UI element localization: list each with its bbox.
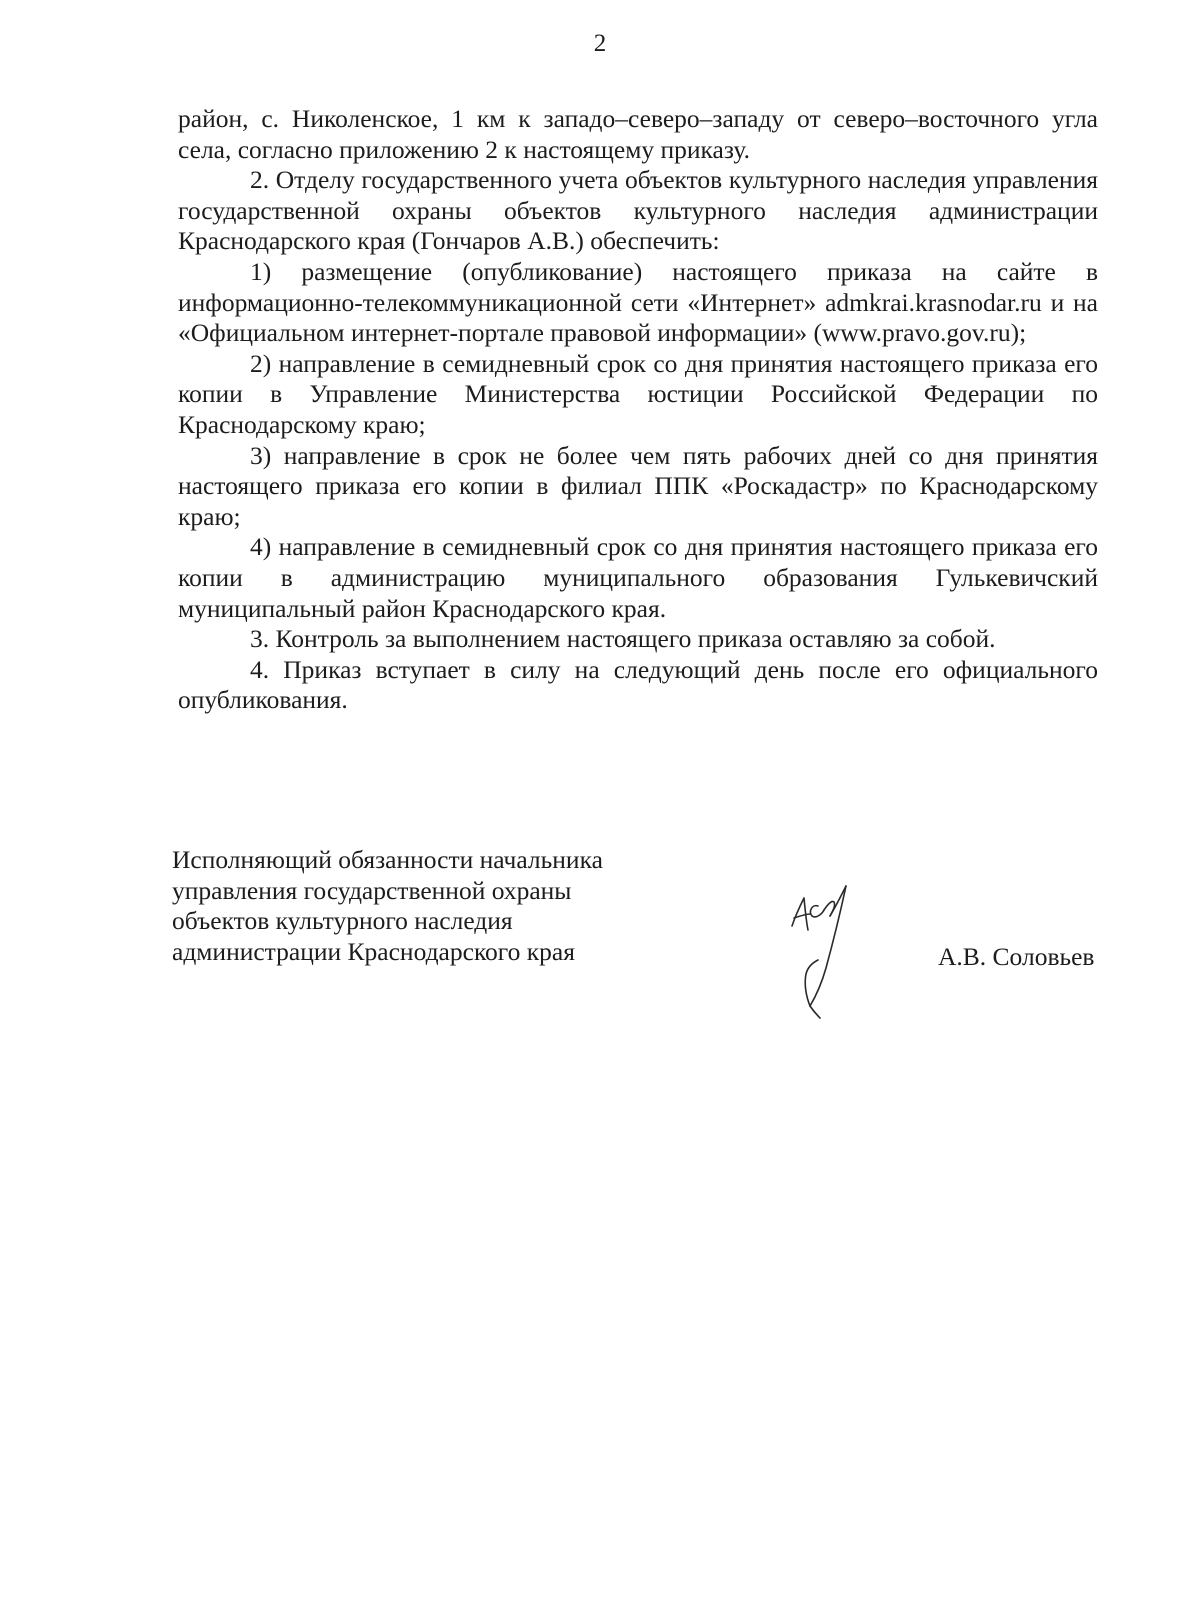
signatory-position-line: объектов культурного наследия bbox=[172, 906, 513, 936]
paragraph-item-3: 3. Контроль за выполнением настоящего приказа оставляю за собой. bbox=[250, 624, 996, 654]
paragraph-subitem-2: 2) направление в семидневный срок со дня принятия настоящего приказа его копии в Управление Министерства юстиции Российской Федерации по Краснодарскому краю; bbox=[178, 348, 1098, 439]
signer-name: А.В. Соловьев bbox=[938, 942, 1095, 971]
signatory-position bbox=[172, 845, 692, 967]
page-number: 2 bbox=[593, 30, 607, 57]
paragraph-item-4: 4. Приказ вступает в силу на следующий день после его официального опубликования. bbox=[178, 654, 1098, 715]
paragraph-continuation: район, с. Николенское, 1 км к западо–северо–западу от северо–восточного угла села, согласно приложению 2 к настоящему приказу. bbox=[178, 104, 1098, 164]
signatory-position-line: администрации Краснодарского края bbox=[172, 936, 575, 966]
paragraph-subitem-1: 1) размещение (опубликование) настоящего приказа на сайте в информационно-телекоммуникационной сети «Интернет» admkrai.krasnodar.ru и на «Официальном интернет-портале правовой информации» (www.pravo.gov.ru); bbox=[178, 256, 1098, 348]
paragraph-item-2: 2. Отделу государственного учета объектов культурного наследия управления государственной охраны объектов культурного наследия администрации Краснодарского края (Гончаров А.В.) обеспечить: bbox=[178, 165, 1098, 256]
signatory-position-line: Исполняющий обязанности начальника bbox=[172, 845, 603, 874]
paragraph-subitem-4: 4) направление в семидневный срок со дня принятия настоящего приказа его копии в администрацию муниципального образования Гулькевичский муниципальный район Краснодарского края. bbox=[178, 532, 1098, 623]
handwritten-signature bbox=[784, 884, 864, 1024]
signatory-position-line: управления государственной охраны bbox=[172, 875, 572, 905]
paragraph-subitem-3: 3) направление в срок не более чем пять рабочих дней со дня принятия настоящего приказа его копии в филиал ППК «Роскадастр» по Краснодарскому краю; bbox=[178, 440, 1098, 531]
document-body bbox=[178, 104, 1098, 716]
